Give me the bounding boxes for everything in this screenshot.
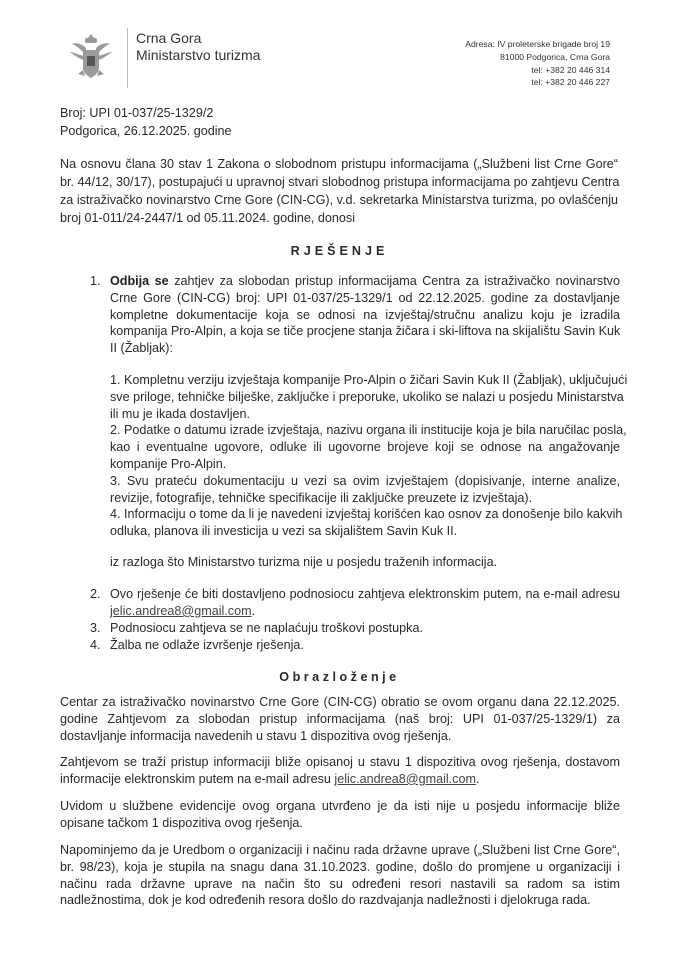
text: zahtjev za slobodan pristup informacijama Centra za istraživačko novinarstvo: [168, 274, 620, 288]
item-number: 2.: [90, 587, 101, 601]
text-line: opisane tačkom 1 dispozitiva ovog rješenja.: [60, 815, 303, 830]
text-line: Napominjemo da je Uredbom o organizaciji i načinu rada državne uprave („Službeni list Crne Gore“,: [60, 843, 620, 857]
item-number: 4.: [90, 638, 101, 652]
intro-paragraph: [60, 155, 618, 227]
decision-item-1: [110, 273, 620, 357]
phone-line: tel: +382 20 446 314: [531, 64, 610, 75]
list-item: revizije, fotografije, tehničke specifikacije ili zaključke preuzete iz izvještaja).: [110, 490, 533, 505]
text-line: nadležnostima, dok je kod određenih resora došlo do razdvajanja nadležnosti i djelokruga rada.: [60, 893, 591, 908]
list-item: 4. Informaciju o tome da li je navedeni izvještaj korišćen kao osnov za donošenje bilo kakvih: [110, 507, 623, 522]
reasoning-paragraph-4: [60, 842, 620, 909]
text-line: Uvidom u službene evidencije ovog organa utvrđeno je da isti nije u posjedu informacije bliže: [60, 799, 620, 813]
text-line: godine Zahtjevom za slobodan pristup informacijama (naš broj: UPI 01-037/25-1329/1) za: [60, 711, 620, 726]
address-line: 81000 Podgorica, Crna Gora: [500, 51, 610, 62]
requested-info-list: [110, 372, 628, 540]
phone-line: tel: +382 20 446 227: [531, 77, 610, 88]
ministry-name: Ministarstvo turizma: [136, 47, 261, 63]
list-item: ili mu je ikada dostavljen.: [110, 406, 251, 421]
decision-item-2: Ovo rješenje će biti dostavljeno podnosiocu zahtjeva elektronskim putem, na e-mail adresu jelic.andrea8@gmail.com.: [110, 587, 620, 618]
list-item: kompanije Pro-Alpin.: [110, 456, 227, 471]
decision-item-4: Žalba ne odlaže izvršenje rješenja.: [110, 638, 304, 652]
country-name: Crna Gora: [136, 30, 202, 46]
text-line: II (Žabljak):: [110, 341, 173, 356]
item-number: 1.: [90, 274, 101, 288]
header-divider: [127, 28, 128, 88]
list-item: 3. Svu prateću dokumentaciju u vezi sa ovim izvještajem (dopisivanje, interne analize,: [110, 473, 620, 488]
bold-text: Odbija se: [110, 274, 169, 288]
reasoning-paragraph-1: [60, 694, 620, 744]
text-line: Centar za istraživačko novinarstvo Crne Gore (CIN-CG) obratio se ovom organu dana 22.12.2025.: [60, 695, 620, 709]
text-line: Zahtjevom se traži pristup informaciji bliže opisanoj u stavu 1 dispozitiva ovog rješenja, dostavom: [60, 755, 620, 769]
text-line: broj 01-011/24-2447/1 od 05.11.2024. godine, donosi: [60, 211, 356, 225]
reasoning-paragraph-2: Zahtjevom se traži pristup informaciji bliže opisanoj u stavu 1 dispozitiva ovog rješenja, dostavom informacije elektronskim putem na e-mail adresu jelic.andrea8@gmail.com.: [60, 755, 620, 786]
list-item: sve priloge, tehničke bilješke, zaključke i preporuke, ukoliko se nalazi u posjedu Ministarstva: [110, 389, 624, 404]
reference-number: Broj: UPI 01-037/25-1329/2: [60, 106, 214, 120]
refusal-reason: iz razloga što Ministarstvo turizma nije u posjedu traženih informacija.: [110, 555, 498, 569]
email-link[interactable]: jelic.andrea8@gmail.com: [334, 771, 476, 786]
place-date: Podgorica, 26.12.2025. godine: [60, 124, 232, 138]
address-block: [465, 38, 610, 89]
coat-of-arms-logo: [68, 30, 114, 86]
text-line: Na osnovu člana 30 stav 1 Zakona o slobodnom pristupu informacijama („Službeni list Crne Gore“: [60, 157, 618, 171]
list-item: odluka, planova ili investicija u vezi sa skijalištem Savin Kuk II.: [110, 524, 458, 539]
text-line: za istraživačko novinarstvo Crne Gore (CIN-CG), v.d. sekretarka Ministarstva turizma, po ovlašćenju: [60, 193, 618, 207]
text: informacije elektronskim putem na e-mail adresu: [60, 771, 335, 786]
list-item: kao i eventualne ugovore, odluke ili ugovorne brojeve koji se odnose na angažovanje: [110, 440, 620, 455]
list-item: 1. Kompletnu verziju izvještaja kompanije Pro-Alpin o žičari Savin Kuk II (Žabljak), uključujući: [110, 373, 628, 387]
address-line: Adresa: IV proleterske brigade broj 19: [465, 39, 610, 49]
list-item: 2. Podatke o datumu izrade izvještaja, nazivu organa ili institucije koja je bila naručilac posla,: [110, 423, 627, 438]
text-line: kompletne dokumentacije koja se odnosi na izvještaj/stručnu analizu koju je izradila: [110, 307, 620, 322]
text-line: br. 44/12, 30/17), postupajući u upravnoj stvari slobodnog pristupa informacijama po zahtjevu Centra: [60, 175, 620, 189]
text-line: dostavljanje informacija navedenih u stavu 1 dispozitiva ovog rješenja.: [60, 728, 452, 743]
text-line: Ovo rješenje će biti dostavljeno podnosiocu zahtjeva elektronskim putem, na e-mail adresu: [110, 587, 620, 601]
reasoning-paragraph-3: [60, 798, 620, 832]
text-line: Crne Gore (CIN-CG) broj: UPI 01-037/25-1329/1 od 22.12.2025. godine za dostavljanje: [110, 290, 620, 305]
decision-title: RJEŠENJE: [290, 244, 389, 258]
decision-item-3: Podnosiocu zahtjeva se ne naplaćuju troškovi postupka.: [110, 621, 423, 635]
email-link[interactable]: jelic.andrea8@gmail.com: [110, 603, 252, 618]
text-line: kompanija Pro-Alpin, a koja se tiče procjene stanja žičara i ski-liftova na skijalištu Savin Kuk: [110, 324, 621, 339]
reasoning-title: Obrazloženje: [279, 670, 400, 684]
text-line: načinu rada državne uprave na način što su određeni resori nastavili sa radom sa istim: [60, 876, 620, 891]
item-number: 3.: [90, 621, 101, 635]
text-line: br. 98/23), koja je stupila na snagu dana 31.10.2023. godine, došlo do promjene u organizaciji i: [60, 859, 620, 874]
